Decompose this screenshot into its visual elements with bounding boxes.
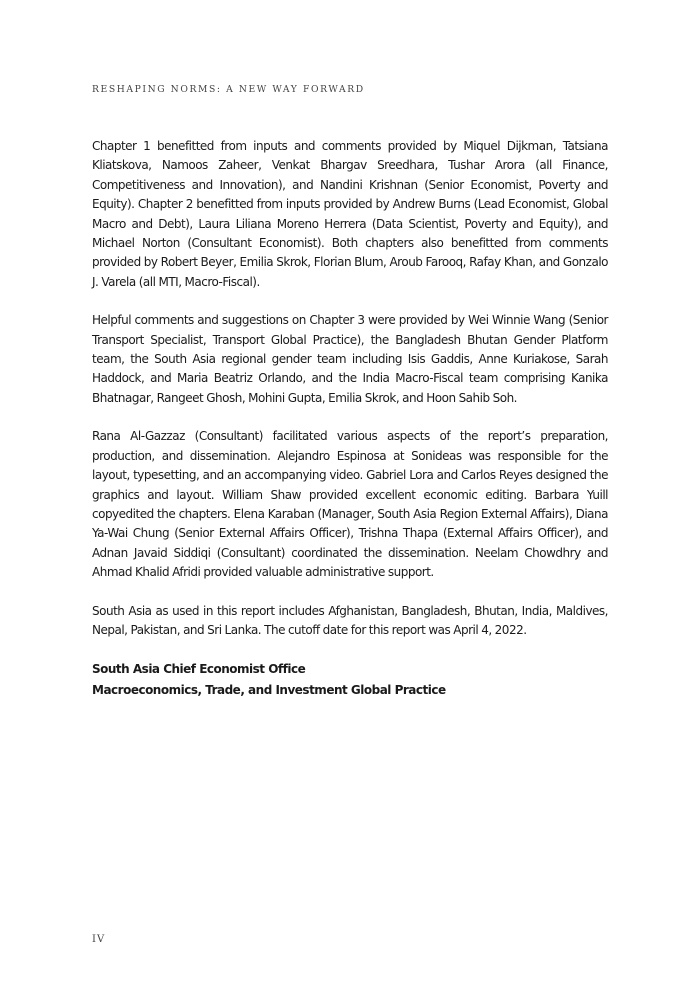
signature-practice: Macroeconomics, Trade, and Investment Global Practice [92, 683, 446, 698]
paragraph-chapter-3: Helpful comments and suggestions on Chapter 3 were provided by Wei Winnie Wang (Senior Transport Specialist, Transport Global Practice), the Bangladesh Bhutan Gender Platform team, the South Asia regional gender team including Isis Gaddis, Anne Kuriakose, Sarah Haddock, and Maria Beatriz Orlando, and the India Macro-Fiscal team comprising Kanika Bhatnagar, Rangeet Ghosh, Mohini Gupta, Emilia Skrok, and Hoon Sahib Soh. [92, 313, 608, 405]
acknowledgments-body [92, 137, 608, 701]
signature-office: South Asia Chief Economist Office [92, 662, 306, 677]
page-number: IV [92, 934, 106, 945]
signature-block [92, 659, 608, 701]
paragraph-coverage: South Asia as used in this report includes Afghanistan, Bangladesh, Bhutan, India, Maldives, Nepal, Pakistan, and Sri Lanka. The cutoff date for this report was April 4, 2022. [92, 603, 608, 637]
paragraph-chapters-1-2: Chapter 1 benefitted from inputs and comments provided by Miquel Dijkman, Tatsiana Kliatskova, Namoos Zaheer, Venkat Bhargav Sreedhara, Tushar Arora (all Finance, Competitiveness and Innovation), and Nandini Krishnan (Senior Economist, Poverty and Equity). Chapter 2 benefitted from inputs provided by Andrew Burns (Lead Economist, Global Macro and Debt), Laura Liliana Moreno Herrera (Data Scientist, Poverty and Equity), and Michael Norton (Consultant Economist). Both chapters also benefitted from comments provided by Robert Beyer, Emilia Skrok, Florian Blum, Aroub Farooq, Rafay Khan, and Gonzalo J. Varela (all MTI, Macro-Fiscal). [92, 139, 608, 289]
paragraph-production: Rana Al-Gazzaz (Consultant) facilitated various aspects of the report’s preparation, production, and dissemination. Alejandro Espinosa at Sonideas was responsible for the layout, typesetting, and an accompanying video. Gabriel Lora and Carlos Reyes designed the graphics and layout. William Shaw provided excellent economic editing. Barbara Yuill copyedited the chapters. Elena Karaban (Manager, South Asia Region External Affairs), Diana Ya-Wai Chung (Senior External Affairs Officer), Trishna Thapa (External Affairs Officer), and Adnan Javaid Siddiqi (Consultant) coordinated the dissemination. Neelam Chowdhry and Ahmad Khalid Afridi provided valuable administrative support. [92, 429, 608, 580]
running-header: RESHAPING NORMS: A NEW WAY FORWARD [92, 84, 365, 95]
